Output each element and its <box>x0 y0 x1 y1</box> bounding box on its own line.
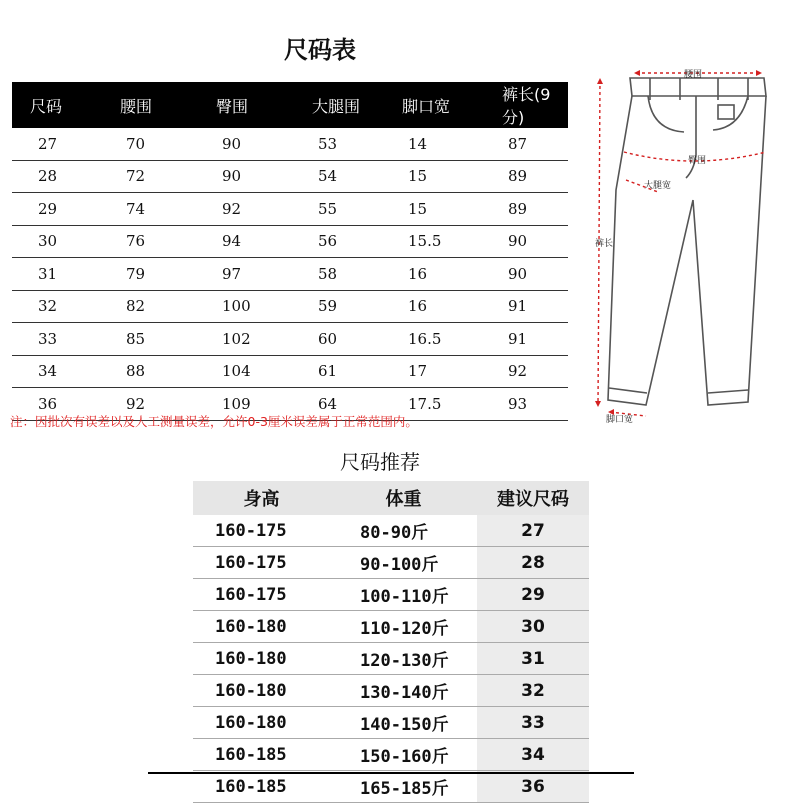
weight-cell: 140-150斤 <box>330 707 477 739</box>
size-chart-cell: 56 <box>292 225 382 258</box>
header-hem: 脚口宽 <box>382 82 482 128</box>
pants-outline-illustration <box>588 60 788 430</box>
size-chart-cell: 89 <box>482 160 568 193</box>
size-chart-cell: 90 <box>196 160 292 193</box>
size-chart-cell: 60 <box>292 323 382 356</box>
weight-cell: 120-130斤 <box>330 643 477 675</box>
recommendation-row <box>193 771 589 803</box>
size-chart-cell: 27 <box>12 128 100 160</box>
recommendation-title: 尺码推荐 <box>340 450 420 474</box>
suggested-size-cell: 29 <box>477 579 589 611</box>
size-chart-cell: 30 <box>12 225 100 258</box>
size-chart-cell: 92 <box>482 355 568 388</box>
header-weight: 体重 <box>330 481 477 515</box>
size-chart-cell: 70 <box>100 128 196 160</box>
suggested-size-cell: 32 <box>477 675 589 707</box>
recommendation-row <box>193 739 589 771</box>
suggested-size-cell: 36 <box>477 771 589 803</box>
weight-cell: 100-110斤 <box>330 579 477 611</box>
size-chart-row <box>12 128 568 160</box>
size-chart-cell: 64 <box>292 388 382 421</box>
hem-label: 脚口宽 <box>606 415 634 425</box>
weight-cell: 165-185斤 <box>330 771 477 803</box>
size-chart-cell: 104 <box>196 355 292 388</box>
size-chart-row <box>12 160 568 193</box>
size-chart-cell: 34 <box>12 355 100 388</box>
recommendation-row <box>193 675 589 707</box>
size-chart-cell: 109 <box>196 388 292 421</box>
recommendation-row <box>193 515 589 547</box>
height-cell: 160-175 <box>193 547 330 579</box>
height-cell: 160-180 <box>193 643 330 675</box>
suggested-size-cell: 31 <box>477 643 589 675</box>
size-chart-cell: 54 <box>292 160 382 193</box>
size-chart-cell: 55 <box>292 193 382 226</box>
size-chart-row <box>12 193 568 226</box>
recommendation-row <box>193 547 589 579</box>
size-chart-cell: 72 <box>100 160 196 193</box>
size-chart-title: 尺码表 <box>284 36 356 64</box>
size-chart-cell: 87 <box>482 128 568 160</box>
size-chart-cell: 88 <box>100 355 196 388</box>
size-chart-cell: 102 <box>196 323 292 356</box>
size-chart-cell: 91 <box>482 290 568 323</box>
size-chart-cell: 16 <box>382 290 482 323</box>
size-chart-row <box>12 355 568 388</box>
suggested-size-cell: 30 <box>477 611 589 643</box>
size-chart-row <box>12 323 568 356</box>
thigh-label: 大腿宽 <box>644 181 672 191</box>
recommendation-row <box>193 707 589 739</box>
size-chart-cell: 90 <box>196 128 292 160</box>
size-chart-cell: 53 <box>292 128 382 160</box>
size-chart-cell: 76 <box>100 225 196 258</box>
recommendation-row <box>193 611 589 643</box>
size-chart-cell: 15 <box>382 160 482 193</box>
size-chart-cell: 15 <box>382 193 482 226</box>
length-label: 裤长 <box>595 239 614 249</box>
height-cell: 160-185 <box>193 771 330 803</box>
height-cell: 160-175 <box>193 579 330 611</box>
size-chart-cell: 92 <box>196 193 292 226</box>
size-chart-cell: 85 <box>100 323 196 356</box>
suggested-size-cell: 27 <box>477 515 589 547</box>
size-chart-cell: 33 <box>12 323 100 356</box>
size-chart-cell: 28 <box>12 160 100 193</box>
size-chart-cell: 31 <box>12 258 100 291</box>
tolerance-note: 注：因批次有误差以及人工测量误差，允许0-3厘米误差属于正常范围内。 <box>10 414 418 429</box>
header-waist: 腰围 <box>100 82 196 128</box>
height-cell: 160-185 <box>193 739 330 771</box>
size-chart-cell: 14 <box>382 128 482 160</box>
size-chart-cell: 91 <box>482 323 568 356</box>
size-chart-header-row <box>12 82 568 128</box>
size-chart-cell: 92 <box>100 388 196 421</box>
hip-label: 臀围 <box>688 156 707 166</box>
size-chart-cell: 100 <box>196 290 292 323</box>
recommendation-row <box>193 643 589 675</box>
waist-label: 腰围 <box>684 70 703 80</box>
size-chart-cell: 93 <box>482 388 568 421</box>
header-hip: 臀围 <box>196 82 292 128</box>
weight-cell: 80-90斤 <box>330 515 477 547</box>
size-chart-cell: 61 <box>292 355 382 388</box>
size-chart-cell: 90 <box>482 225 568 258</box>
size-chart-cell: 58 <box>292 258 382 291</box>
suggested-size-cell: 34 <box>477 739 589 771</box>
suggested-size-cell: 33 <box>477 707 589 739</box>
size-chart-cell: 94 <box>196 225 292 258</box>
suggested-size-cell: 28 <box>477 547 589 579</box>
weight-cell: 110-120斤 <box>330 611 477 643</box>
pants-diagram <box>588 60 788 430</box>
size-chart-row <box>12 225 568 258</box>
recommendation-panel <box>193 481 589 803</box>
size-chart-cell: 15.5 <box>382 225 482 258</box>
size-chart-cell: 29 <box>12 193 100 226</box>
weight-cell: 130-140斤 <box>330 675 477 707</box>
height-cell: 160-180 <box>193 611 330 643</box>
size-chart-cell: 16.5 <box>382 323 482 356</box>
size-chart-table <box>12 82 568 421</box>
size-chart-row <box>12 258 568 291</box>
size-chart-cell: 16 <box>382 258 482 291</box>
size-chart-cell: 17 <box>382 355 482 388</box>
size-chart-cell: 90 <box>482 258 568 291</box>
header-size: 尺码 <box>12 82 100 128</box>
height-cell: 160-180 <box>193 707 330 739</box>
size-chart-row <box>12 290 568 323</box>
size-chart-cell: 32 <box>12 290 100 323</box>
header-suggested-size: 建议尺码 <box>477 481 589 515</box>
header-length: 裤长(9分) <box>482 82 568 128</box>
size-chart-cell: 36 <box>12 388 100 421</box>
recommendation-header-row <box>193 481 589 515</box>
size-chart-cell: 97 <box>196 258 292 291</box>
size-chart-cell: 17.5 <box>382 388 482 421</box>
recommendation-row <box>193 579 589 611</box>
height-cell: 160-180 <box>193 675 330 707</box>
weight-cell: 150-160斤 <box>330 739 477 771</box>
size-chart-cell: 74 <box>100 193 196 226</box>
header-height: 身高 <box>193 481 330 515</box>
recommendation-table <box>193 481 589 803</box>
weight-cell: 90-100斤 <box>330 547 477 579</box>
size-chart-cell: 89 <box>482 193 568 226</box>
size-chart-cell: 79 <box>100 258 196 291</box>
height-cell: 160-175 <box>193 515 330 547</box>
size-chart-cell: 59 <box>292 290 382 323</box>
header-thigh: 大腿围 <box>292 82 382 128</box>
bottom-divider <box>148 772 634 774</box>
size-chart-cell: 82 <box>100 290 196 323</box>
